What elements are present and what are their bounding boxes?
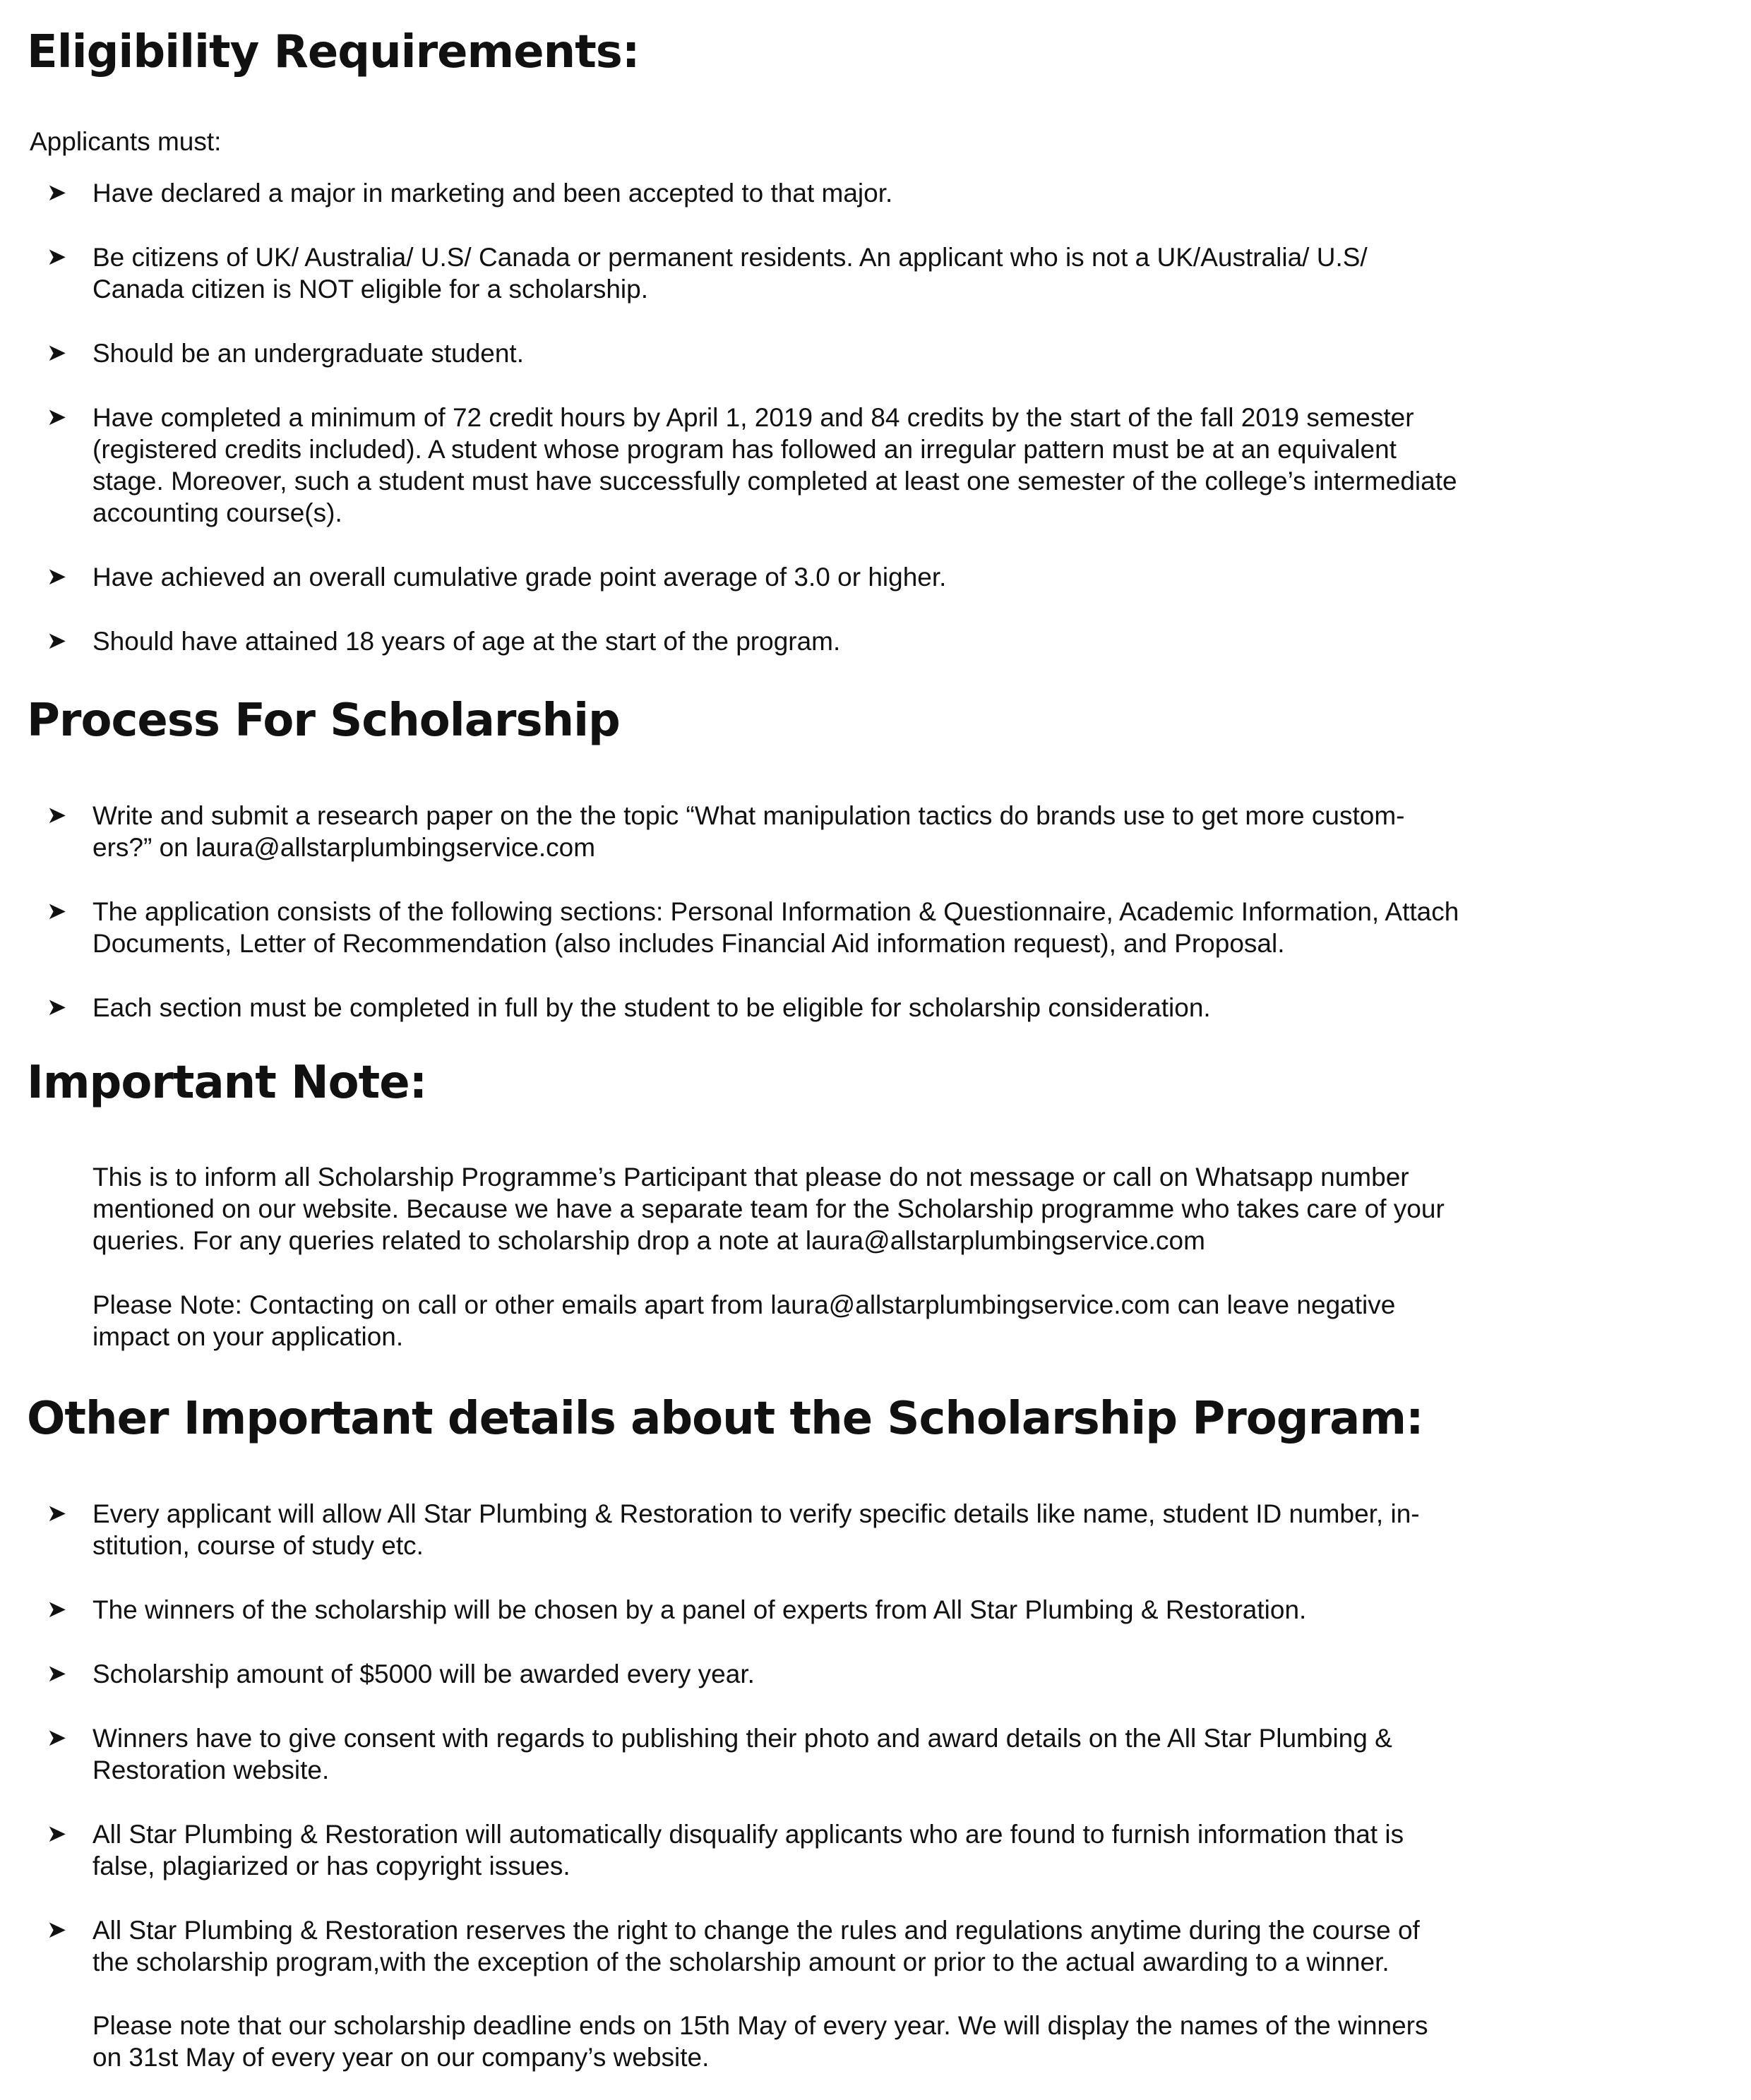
list-item: ➤ Should be an undergraduate student. <box>47 339 524 368</box>
process-list <box>0 800 1751 1056</box>
arrow-bullet-icon: ➤ <box>47 1596 67 1623</box>
details-list <box>0 1498 1751 2010</box>
arrow-bullet-icon: ➤ <box>47 404 67 431</box>
list-item: ➤ Winners have to give consent with regards to publishing their photo and award details on the All Star Plumbing & Restoration website. <box>47 1724 1392 1784</box>
list-item: ➤ All Star Plumbing & Restoration will automatically disqualify applicants who are found to furnish information that is false, plagiarized or has copyright issues. <box>47 1820 1404 1880</box>
list-item: ➤ Have completed a minimum of 72 credit hours by April 1, 2019 and 84 credits by the start of the fall 2019 semester (registered credits included). A student whose program has followed an irregular pattern must be at an equivalent stage. Moreover, such a student must have successfully completed at least one semester of the college’s intermediate accounting course(s). <box>47 403 1457 527</box>
eligibility-list <box>0 177 1751 690</box>
list-item: ➤ Each section must be completed in full by the student to be eligible for scholarship consideration. <box>47 993 1211 1022</box>
arrow-bullet-icon: ➤ <box>47 1500 67 1527</box>
arrow-bullet-icon: ➤ <box>47 340 67 366</box>
important-note-heading: Important Note: <box>27 1057 427 1109</box>
arrow-bullet-icon: ➤ <box>47 628 67 654</box>
deadline-paragraph: Please note that our scholarship deadline ends on 15th May of every year. We will display the names of the winners on 31st May of every year on our company’s website. <box>92 2011 1428 2072</box>
list-item: ➤ Scholarship amount of $5000 will be awarded every year. <box>47 1660 755 1688</box>
eligibility-heading: Eligibility Requirements: <box>27 26 640 78</box>
arrow-bullet-icon: ➤ <box>47 244 67 270</box>
arrow-bullet-icon: ➤ <box>47 1724 67 1751</box>
list-item: ➤ Have achieved an overall cumulative grade point average of 3.0 or higher. <box>47 563 947 592</box>
arrow-bullet-icon: ➤ <box>47 898 67 925</box>
list-item: ➤ Have declared a major in marketing and been accepted to that major. <box>47 179 893 208</box>
list-item: ➤ The application consists of the following sections: Personal Information & Questionnaire, Academic Information, Attach Documents, Letter of Recommendation (also includes Financial Aid information request), and Proposal. <box>47 897 1459 958</box>
list-item: ➤ All Star Plumbing & Restoration reserves the right to change the rules and regulations anytime during the course of the scholarship program,with the exception of the scholarship amount or prior to the actual awarding to a winner. <box>47 1916 1420 1976</box>
list-item: ➤ The winners of the scholarship will be chosen by a panel of experts from All Star Plumbing & Restoration. <box>47 1595 1307 1624</box>
arrow-bullet-icon: ➤ <box>47 179 67 206</box>
arrow-bullet-icon: ➤ <box>47 802 67 829</box>
process-heading: Process For Scholarship <box>27 695 620 747</box>
list-item: ➤ Write and submit a research paper on the the topic “What manipulation tactics do brands use to get more custom-ers?” on laura@allstarplumbingservice.com <box>47 801 1405 862</box>
note-paragraph: Please Note: Contacting on call or other emails apart from laura@allstarplumbingservice.com can leave negative impact on your application. <box>92 1290 1396 1351</box>
arrow-bullet-icon: ➤ <box>47 1916 67 1943</box>
list-item: ➤ Should have attained 18 years of age at the start of the program. <box>47 627 841 656</box>
note-paragraph: This is to inform all Scholarship Programme’s Participant that please do not message or call on Whatsapp number mentioned on our website. Because we have a separate team for the Scholarship programme who takes care of your queries. For any queries related to scholarship drop a note at laura@allstarplumbingservice.com <box>92 1163 1445 1255</box>
arrow-bullet-icon: ➤ <box>47 1660 67 1687</box>
eligibility-intro: Applicants must: <box>30 127 222 156</box>
arrow-bullet-icon: ➤ <box>47 994 67 1021</box>
details-heading: Other Important details about the Scholarship Program: <box>27 1393 1423 1445</box>
arrow-bullet-icon: ➤ <box>47 1820 67 1847</box>
list-item: ➤ Every applicant will allow All Star Plumbing & Restoration to verify specific details like name, student ID number, in-stitution, course of study etc. <box>47 1499 1420 1560</box>
arrow-bullet-icon: ➤ <box>47 563 67 590</box>
list-item: ➤ Be citizens of UK/ Australia/ U.S/ Canada or permanent residents. An applicant who is not a UK/Australia/ U.S/ Canada citizen is NOT eligible for a scholarship. <box>47 243 1368 304</box>
